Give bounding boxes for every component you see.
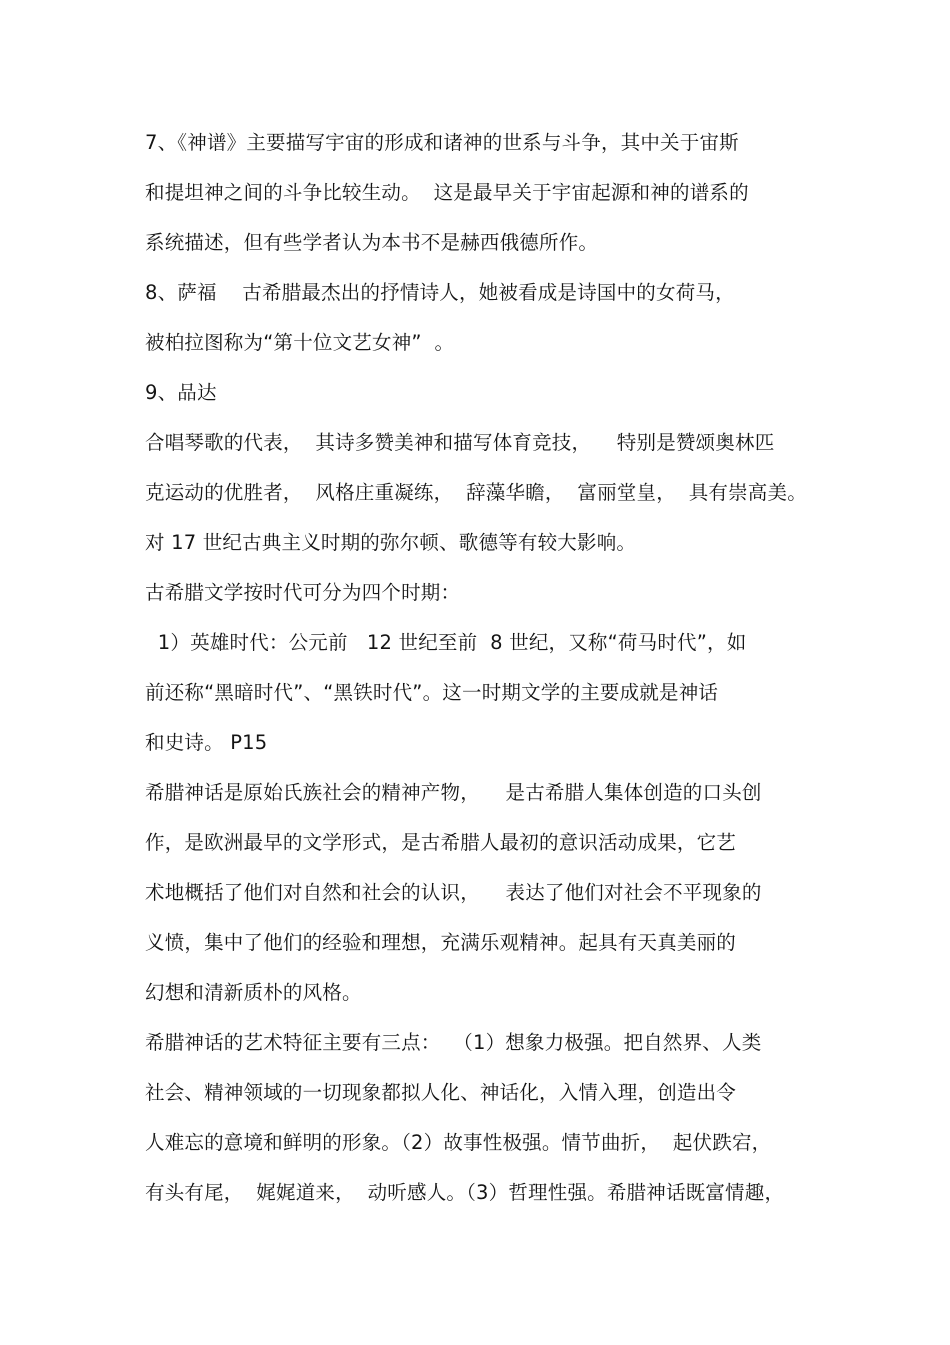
text-line: 社会、精神领域的一切现象都拟人化、神话化，入情入理，创造出令 <box>145 1081 737 1104</box>
text-line: 8、萨福 古希腊最杰出的抒情诗人，她被看成是诗国中的女荷马， <box>145 281 735 304</box>
text-line: 1）英雄时代：公元前 12 世纪至前 8 世纪，又称“荷马时代”，如 <box>145 631 747 654</box>
text-line: 术地概括了他们对自然和社会的认识， 表达了他们对社会不平现象的 <box>145 881 762 904</box>
text-line: 希腊神话是原始氏族社会的精神产物， 是古希腊人集体创造的口头创 <box>145 781 762 804</box>
text-line: 对 17 世纪古典主义时期的弥尔顿、歌德等有较大影响。 <box>145 531 637 554</box>
text-line: 克运动的优胜者， 风格庄重凝练， 辞藻华瞻， 富丽堂皇， 具有崇高美。 <box>145 481 807 504</box>
text-line: 9、品达 <box>145 381 217 404</box>
text-line: 被柏拉图称为“第十位文艺女神” 。 <box>145 331 455 354</box>
text-line: 有头有尾， 娓娓道来， 动听感人。（3）哲理性强。希腊神话既富情趣， <box>145 1181 785 1204</box>
text-line: 作，是欧洲最早的文学形式，是古希腊人最初的意识活动成果，它艺 <box>145 831 737 854</box>
text-line: 7、《神谱》主要描写宇宙的形成和诸神的世系与斗争，其中关于宙斯 <box>145 131 739 154</box>
text-line: 希腊神话的艺术特征主要有三点： （1）想象力极强。把自然界、人类 <box>145 1031 762 1054</box>
text-line: 古希腊文学按时代可分为四个时期： <box>145 581 461 604</box>
text-line: 义愤，集中了他们的经验和理想，充满乐观精神。起具有天真美丽的 <box>145 931 737 954</box>
text-line: 系统描述，但有些学者认为本书不是赫西俄德所作。 <box>145 231 599 254</box>
text-line: 和史诗。 P15 <box>145 731 268 754</box>
text-line: 幻想和清新质朴的风格。 <box>145 981 362 1004</box>
text-line: 人难忘的意境和鲜明的形象。（2）故事性极强。情节曲折， 起伏跌宕， <box>145 1131 772 1154</box>
text-line: 合唱琴歌的代表， 其诗多赞美神和描写体育竞技， 特别是赞颂奥林匹 <box>145 431 775 454</box>
text-line: 和提坦神之间的斗争比较生动。 这是最早关于宇宙起源和神的谱系的 <box>145 181 749 204</box>
text-line: 前还称“黑暗时代”、“黑铁时代”。这一时期文学的主要成就是神话 <box>145 681 719 704</box>
